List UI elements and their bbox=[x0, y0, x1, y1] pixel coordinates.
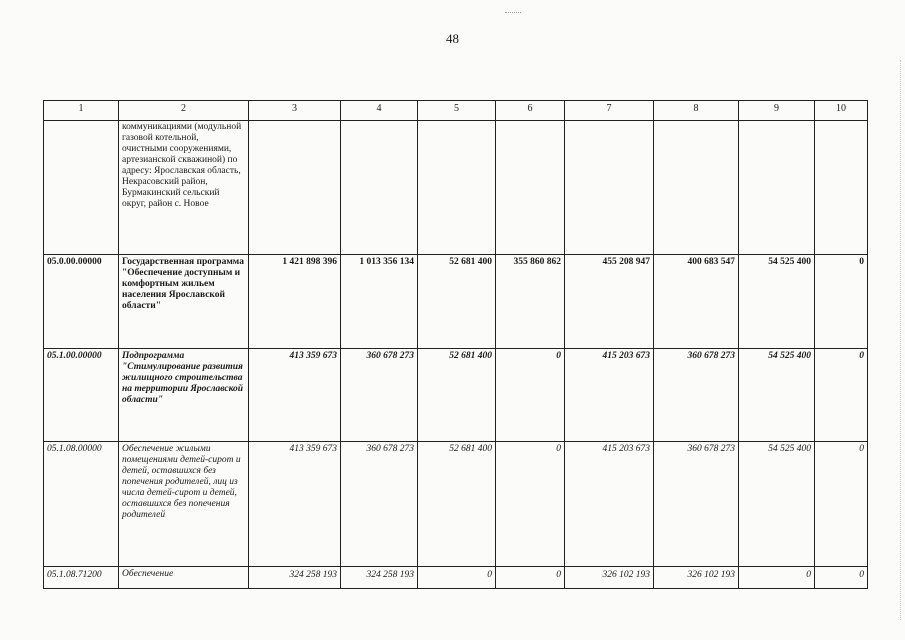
cell-value: 324 258 193 bbox=[341, 567, 418, 589]
cell-value: 1 013 356 134 bbox=[341, 255, 418, 349]
row-code bbox=[44, 121, 119, 255]
table-row bbox=[44, 567, 868, 589]
column-header: 7 bbox=[565, 101, 654, 121]
cell-value bbox=[341, 121, 418, 255]
scan-artifact bbox=[505, 12, 521, 19]
cell-value: 54 525 400 bbox=[739, 442, 815, 567]
cell-value: 54 525 400 bbox=[739, 349, 815, 442]
cell-value: 415 203 673 bbox=[565, 442, 654, 567]
column-header: 3 bbox=[249, 101, 341, 121]
column-header: 6 bbox=[496, 101, 565, 121]
scan-edge-artifact bbox=[894, 60, 901, 620]
cell-value: 52 681 400 bbox=[418, 349, 496, 442]
column-header: 1 bbox=[44, 101, 119, 121]
cell-value bbox=[249, 121, 341, 255]
cell-value: 1 421 898 396 bbox=[249, 255, 341, 349]
cell-value bbox=[418, 121, 496, 255]
cell-value: 455 208 947 bbox=[565, 255, 654, 349]
row-name: Государственная программа "Обеспечение доступным и комфортным жильем населения Ярославской области" bbox=[119, 255, 249, 349]
cell-value: 360 678 273 bbox=[654, 442, 739, 567]
table-row bbox=[44, 255, 868, 349]
column-header: 10 bbox=[815, 101, 868, 121]
cell-value: 54 525 400 bbox=[739, 255, 815, 349]
cell-value: 360 678 273 bbox=[341, 442, 418, 567]
table-header-row bbox=[44, 101, 868, 121]
cell-value bbox=[496, 121, 565, 255]
page-number: 48 bbox=[446, 31, 459, 46]
cell-value: 0 bbox=[815, 442, 868, 567]
cell-value: 0 bbox=[815, 255, 868, 349]
cell-value bbox=[815, 121, 868, 255]
row-name: Обеспечение bbox=[119, 567, 249, 589]
budget-table bbox=[43, 100, 868, 589]
cell-value: 355 860 862 bbox=[496, 255, 565, 349]
row-name: Подпрограмма "Стимулирование развития жилищного строительства на территории Ярославской области" bbox=[119, 349, 249, 442]
table-row bbox=[44, 349, 868, 442]
cell-value: 324 258 193 bbox=[249, 567, 341, 589]
cell-value: 326 102 193 bbox=[654, 567, 739, 589]
row-code: 05.0.00.00000 bbox=[44, 255, 119, 349]
column-header: 2 bbox=[119, 101, 249, 121]
cell-value: 0 bbox=[815, 349, 868, 442]
row-code: 05.1.00.00000 bbox=[44, 349, 119, 442]
cell-value bbox=[739, 121, 815, 255]
cell-value: 360 678 273 bbox=[341, 349, 418, 442]
table-row bbox=[44, 442, 868, 567]
row-name: коммуникациями (модульной газовой котельной, очистными сооружениями, артезианской скважиной) по адресу: Ярославская область, Некрасовский район, Бурмакинский сельский округ, район с. Новое bbox=[119, 121, 249, 255]
column-header: 9 bbox=[739, 101, 815, 121]
cell-value bbox=[565, 121, 654, 255]
cell-value: 0 bbox=[739, 567, 815, 589]
row-code: 05.1.08.71200 bbox=[44, 567, 119, 589]
cell-value: 326 102 193 bbox=[565, 567, 654, 589]
cell-value: 52 681 400 bbox=[418, 442, 496, 567]
cell-value: 415 203 673 bbox=[565, 349, 654, 442]
cell-value: 413 359 673 bbox=[249, 442, 341, 567]
cell-value: 0 bbox=[418, 567, 496, 589]
column-header: 5 bbox=[418, 101, 496, 121]
row-code: 05.1.08.00000 bbox=[44, 442, 119, 567]
cell-value: 360 678 273 bbox=[654, 349, 739, 442]
cell-value bbox=[654, 121, 739, 255]
cell-value: 0 bbox=[815, 567, 868, 589]
cell-value: 400 683 547 bbox=[654, 255, 739, 349]
cell-value: 52 681 400 bbox=[418, 255, 496, 349]
table-row bbox=[44, 121, 868, 255]
column-header: 4 bbox=[341, 101, 418, 121]
cell-value: 0 bbox=[496, 349, 565, 442]
cell-value: 0 bbox=[496, 567, 565, 589]
column-header: 8 bbox=[654, 101, 739, 121]
cell-value: 413 359 673 bbox=[249, 349, 341, 442]
cell-value: 0 bbox=[496, 442, 565, 567]
row-name: Обеспечение жилыми помещениями детей-сирот и детей, оставшихся без попечения родителей, лиц из числа детей-сирот и детей, оставшихся без попечения родителей bbox=[119, 442, 249, 567]
